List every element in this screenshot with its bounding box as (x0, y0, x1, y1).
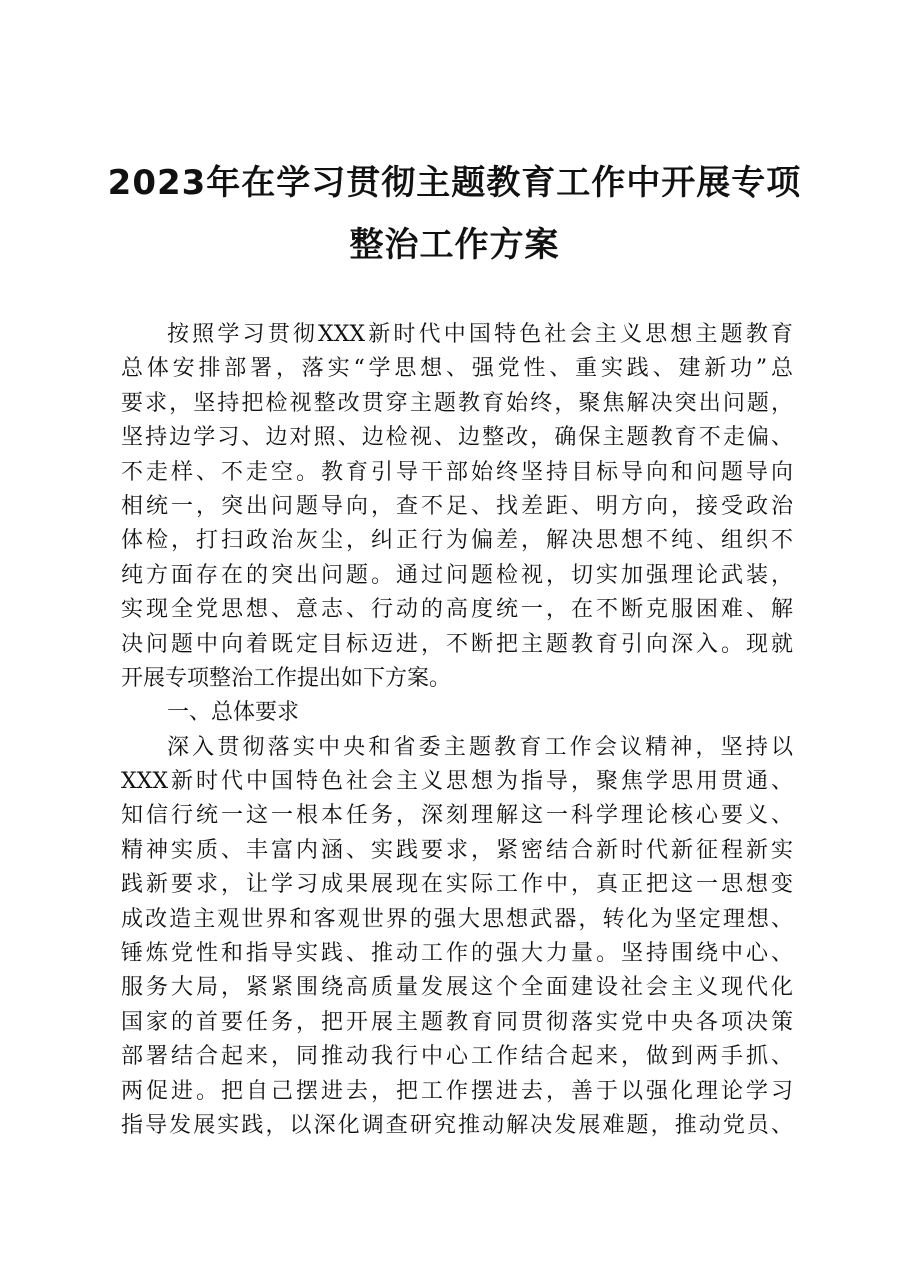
paragraph-line: 指导发展实践，以深化调查研究推动解决发展难题，推动党员、 (121, 1112, 793, 1138)
paragraph-line: 相统一，突出问题导向，查不足、找差距、明方向，接受政治 (121, 493, 793, 519)
paragraph-line: 深入贯彻落实中央和省委主题教育工作会议精神，坚持以 (167, 734, 793, 760)
paragraph-line: 不走样、不走空。教育引导干部始终坚持目标导向和问题导向 (121, 459, 793, 485)
paragraph-line: 总体安排部署，落实“学思想、强党性、重实践、建新功”总 (121, 356, 793, 382)
paragraph-line: 纯方面存在的突出问题。通过问题检视，切实加强理论武装， (121, 562, 793, 588)
paragraph-line: 践新要求，让学习成果展现在实际工作中，真正把这一思想变 (121, 872, 793, 898)
paragraph-line: 实现全党思想、意志、行动的高度统一，在不断克服困难、解 (121, 597, 793, 623)
section-heading: 一、总体要求 (167, 700, 300, 726)
paragraph-line: 按照学习贯彻XXX新时代中国特色社会主义思想主题教育 (167, 322, 793, 347)
paragraph-line: 开展专项整治工作提出如下方案。 (121, 665, 452, 691)
document-body (121, 318, 793, 1143)
paragraph-line: 要求，坚持把检视整改贯穿主题教育始终，聚焦解决突出问题， (121, 390, 793, 416)
paragraph-line: 国家的首要任务，把开展主题教育同贯彻落实党中央各项决策 (121, 1009, 793, 1035)
paragraph-line: 两促进。把自己摆进去，把工作摆进去，善于以强化理论学习 (121, 1078, 793, 1104)
document-title-line-1: 2023年在学习贯彻主题教育工作中开展专项 (107, 163, 802, 203)
paragraph-line: 体检，打扫政治灰尘，纠正行为偏差，解决思想不纯、组织不 (121, 528, 793, 554)
paragraph-line: 锤炼党性和指导实践、推动工作的强大力量。坚持围绕中心、 (121, 941, 793, 967)
paragraph-line: 成改造主观世界和客观世界的强大思想武器，转化为坚定理想、 (121, 906, 793, 932)
paragraph-line: 坚持边学习、边对照、边检视、边整改，确保主题教育不走偏、 (121, 425, 793, 451)
paragraph-line: 知信行统一这一根本任务，深刻理解这一科学理论核心要义、 (121, 803, 793, 829)
paragraph-line: XXX新时代中国特色社会主义思想为指导，聚焦学思用贯通、 (121, 769, 793, 795)
paragraph-line: 服务大局，紧紧围绕高质量发展这个全面建设社会主义现代化 (121, 975, 793, 1001)
paragraph-line: 部署结合起来，同推动我行中心工作结合起来，做到两手抓、 (121, 1044, 793, 1070)
paragraph-line: 精神实质、丰富内涵、实践要求，紧密结合新时代新征程新实 (121, 837, 793, 863)
document-title-line-2: 整治工作方案 (349, 225, 560, 265)
paragraph-line: 决问题中向着既定目标迈进，不断把主题教育引向深入。现就 (121, 631, 793, 657)
